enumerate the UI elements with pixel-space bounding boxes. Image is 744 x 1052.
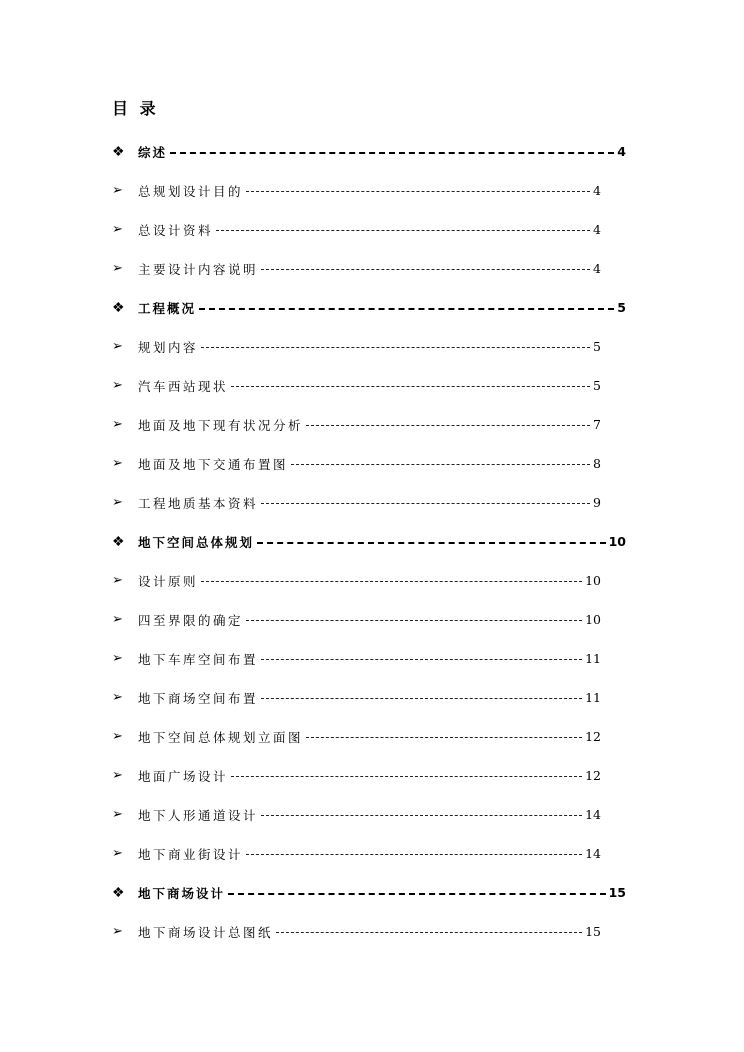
toc-page-number: 12 [585,768,601,783]
arrow-bullet-icon: ➢ [112,338,123,354]
toc-section-entry[interactable] [112,912,601,951]
toc-page-number: 15 [608,885,626,900]
arrow-bullet-icon: ➢ [112,611,123,627]
dot-leader [261,269,590,270]
toc-entry-label: 地下车库空间布置 [138,651,259,667]
arrow-bullet-icon: ➢ [112,923,123,939]
dot-leader [231,386,590,387]
toc-entry-label: 综述 [138,144,168,160]
dot-leader [257,542,606,544]
diamond-bullet-icon: ❖ [112,299,125,316]
toc-entry-label: 主要设计内容说明 [138,261,259,277]
arrow-bullet-icon: ➢ [112,416,123,432]
dot-leader [231,776,582,777]
toc-page-number: 5 [593,339,601,354]
table-of-contents [112,132,632,951]
toc-title: 目 录 [112,99,159,118]
toc-entry-label: 地面及地下交通布置图 [138,456,289,472]
toc-entry-label: 规划内容 [138,339,199,355]
toc-entry-label: 地下空间总体规划 [138,534,255,550]
toc-entry-label: 地下空间总体规划立面图 [138,729,304,745]
dot-leader [306,425,590,426]
toc-entry-label: 工程概况 [138,300,197,316]
toc-section-entry[interactable] [112,834,601,873]
toc-page-number: 9 [593,495,601,510]
dot-leader [199,308,614,310]
dot-leader [291,464,590,465]
toc-section-entry[interactable] [112,249,601,288]
diamond-bullet-icon: ❖ [112,143,125,160]
toc-chapter-entry[interactable] [112,873,626,912]
toc-entry-label: 地下商场设计 [138,885,226,901]
toc-section-entry[interactable] [112,600,601,639]
toc-page-number: 12 [585,729,601,744]
toc-page-number: 8 [593,456,601,471]
toc-chapter-entry[interactable] [112,288,626,327]
arrow-bullet-icon: ➢ [112,767,123,783]
toc-entry-label: 地面及地下现有状况分析 [138,417,304,433]
dot-leader [170,152,614,154]
toc-page-number: 4 [593,222,601,237]
toc-entry-label: 地下商场设计总图纸 [138,924,274,940]
toc-chapter-entry[interactable] [112,132,626,171]
arrow-bullet-icon: ➢ [112,455,123,471]
toc-section-entry[interactable] [112,678,601,717]
toc-page-number: 4 [593,183,601,198]
arrow-bullet-icon: ➢ [112,806,123,822]
toc-section-entry[interactable] [112,717,601,756]
dot-leader [261,698,582,699]
dot-leader [261,503,590,504]
arrow-bullet-icon: ➢ [112,182,123,198]
toc-entry-label: 地下人形通道设计 [138,807,259,823]
arrow-bullet-icon: ➢ [112,260,123,276]
toc-entry-label: 总设计资料 [138,222,214,238]
toc-page-number: 7 [593,417,601,432]
dot-leader [228,893,606,895]
toc-entry-label: 工程地质基本资料 [138,495,259,511]
toc-page-number: 11 [585,651,601,666]
toc-page-number: 10 [585,573,601,588]
diamond-bullet-icon: ❖ [112,533,125,550]
toc-section-entry[interactable] [112,210,601,249]
dot-leader [246,854,582,855]
toc-section-entry[interactable] [112,444,601,483]
toc-section-entry[interactable] [112,561,601,600]
toc-page-number: 15 [585,924,601,939]
toc-page-number: 10 [585,612,601,627]
toc-entry-label: 地面广场设计 [138,768,229,784]
arrow-bullet-icon: ➢ [112,494,123,510]
toc-page-number: 4 [593,261,601,276]
toc-page-number: 5 [617,300,626,315]
arrow-bullet-icon: ➢ [112,650,123,666]
dot-leader [216,230,590,231]
toc-page-number: 14 [585,846,601,861]
diamond-bullet-icon: ❖ [112,884,125,901]
toc-entry-label: 地下商业街设计 [138,846,244,862]
arrow-bullet-icon: ➢ [112,572,123,588]
arrow-bullet-icon: ➢ [112,845,123,861]
toc-entry-label: 设计原则 [138,573,199,589]
toc-page-number: 10 [608,534,626,549]
toc-section-entry[interactable] [112,171,601,210]
toc-section-entry[interactable] [112,405,601,444]
toc-entry-label: 地下商场空间布置 [138,690,259,706]
toc-section-entry[interactable] [112,795,601,834]
toc-section-entry[interactable] [112,639,601,678]
dot-leader [201,347,590,348]
dot-leader [201,581,582,582]
dot-leader [246,620,582,621]
arrow-bullet-icon: ➢ [112,689,123,705]
arrow-bullet-icon: ➢ [112,221,123,237]
toc-section-entry[interactable] [112,327,601,366]
toc-chapter-entry[interactable] [112,522,626,561]
toc-page-number: 4 [617,144,626,159]
arrow-bullet-icon: ➢ [112,377,123,393]
toc-entry-label: 四至界限的确定 [138,612,244,628]
dot-leader [261,815,582,816]
toc-section-entry[interactable] [112,756,601,795]
dot-leader [306,737,582,738]
dot-leader [261,659,582,660]
arrow-bullet-icon: ➢ [112,728,123,744]
toc-section-entry[interactable] [112,366,601,405]
toc-entry-label: 总规划设计目的 [138,183,244,199]
dot-leader [246,191,590,192]
dot-leader [276,932,582,933]
toc-page-number: 5 [593,378,601,393]
toc-page-number: 14 [585,807,601,822]
toc-entry-label: 汽车西站现状 [138,378,229,394]
toc-page-number: 11 [585,690,601,705]
toc-section-entry[interactable] [112,483,601,522]
